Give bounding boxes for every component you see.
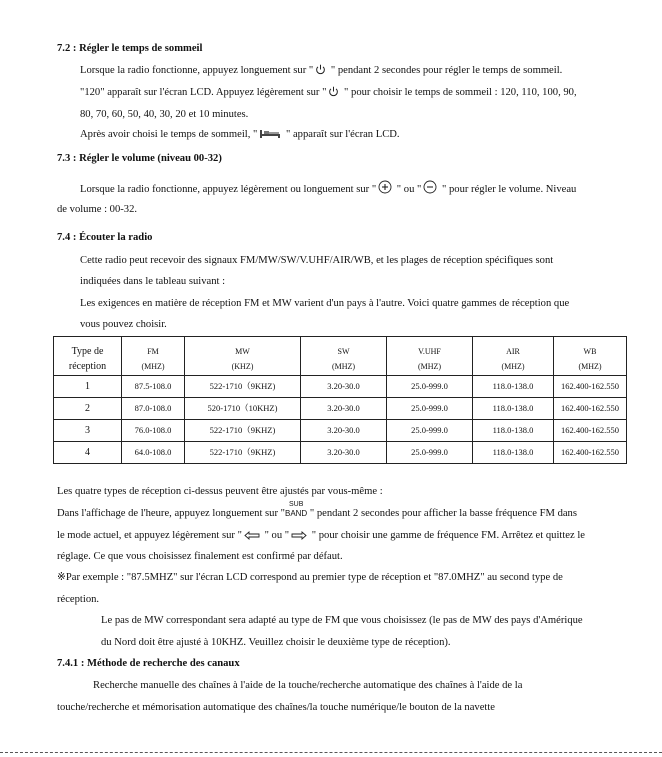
table-cell: 25.0-999.0 xyxy=(387,442,473,464)
header-vuhf: V.UHF xyxy=(387,337,473,358)
table-cell: 3.20-30.0 xyxy=(301,420,387,442)
table-cell: 2 xyxy=(54,398,122,420)
table-cell: 25.0-999.0 xyxy=(387,376,473,398)
paragraph-line: vous pouvez choisir. xyxy=(80,319,167,330)
paragraph-line: touche/recherche et mémorisation automatique des chaînes/la touche numérique/le bouton de la navette xyxy=(57,702,496,713)
paragraph-line: Le pas de MW correspondant sera adapté au type de FM que vous choisissez (le pas de MW des pays d'Amérique xyxy=(101,615,583,626)
header-wb: WB xyxy=(554,337,627,358)
arrow-right-icon xyxy=(291,531,307,544)
paragraph-line: réception. xyxy=(57,594,100,605)
table-cell: 1 xyxy=(54,376,122,398)
power-icon xyxy=(328,86,339,101)
table-cell: 520-1710（10KHZ) xyxy=(185,398,301,420)
table-cell: 3.20-30.0 xyxy=(301,376,387,398)
table-cell: 522-1710（9KHZ) xyxy=(185,376,301,398)
header-reception: réception xyxy=(54,357,122,376)
arrow-left-icon xyxy=(244,531,260,544)
paragraph-line: Recherche manuelle des chaînes à l'aide de la touche/recherche automatique des chaînes à l'aide de la xyxy=(93,680,523,691)
table-cell: 522-1710（9KHZ) xyxy=(185,442,301,464)
sub-band-key-label: SUB BAND xyxy=(284,501,308,518)
table-cell: 3.20-30.0 xyxy=(301,398,387,420)
paragraph-line: ※Par exemple : "87.5MHZ" sur l'écran LCD correspond au premier type de réception et "87.0MHZ" au second type de xyxy=(57,572,563,583)
minus-icon xyxy=(423,180,437,198)
table-cell: 4 xyxy=(54,442,122,464)
header-unit: (MHZ) xyxy=(554,357,627,376)
paragraph-line: Les exigences en matière de réception FM et MW varient d'un pays à l'autre. Voici quatre gammes de réception que xyxy=(80,298,570,309)
paragraph-line: "120" apparaît sur l'écran LCD. Appuyez légèrement sur " " pour choisir le temps de sommeil : 120, 110, 100, 90, xyxy=(80,86,577,101)
paragraph-line: du Nord doit être ajusté à 10KHZ. Veuillez choisir le deuxième type de réception). xyxy=(101,637,451,648)
header-unit: (MHZ) xyxy=(473,357,554,376)
table-row xyxy=(54,376,627,398)
table-cell: 162.400-162.550 xyxy=(554,376,627,398)
header-type: Type de xyxy=(54,337,122,358)
table-cell: 162.400-162.550 xyxy=(554,442,627,464)
power-icon xyxy=(315,64,326,79)
table-row xyxy=(54,398,627,420)
section-title-7-3: 7.3 : Régler le volume (niveau 00-32) xyxy=(57,153,222,164)
header-mw: MW xyxy=(185,337,301,358)
table-cell: 3 xyxy=(54,420,122,442)
table-cell: 118.0-138.0 xyxy=(473,442,554,464)
plus-icon xyxy=(378,180,392,198)
table-cell: 118.0-138.0 xyxy=(473,420,554,442)
paragraph-line: Après avoir choisi le temps de sommeil, " " apparaît sur l'écran LCD. xyxy=(80,128,400,143)
paragraph-line: indiquées dans le tableau suivant : xyxy=(80,276,226,287)
paragraph-line: réglage. Ce que vous choisissez finalement est confirmé par défaut. xyxy=(57,551,343,562)
header-fm: FM xyxy=(122,337,185,358)
header-sw: SW xyxy=(301,337,387,358)
table-cell: 64.0-108.0 xyxy=(122,442,185,464)
paragraph-line: 80, 70, 60, 50, 40, 30, 20 et 10 minutes. xyxy=(80,109,249,120)
page-bottom-divider xyxy=(0,752,662,753)
header-unit: (MHZ) xyxy=(122,357,185,376)
paragraph-line: Dans l'affichage de l'heure, appuyez longuement sur " SUB BAND " pendant 2 secondes pour afficher la basse fréquence FM dans xyxy=(57,501,577,519)
table-row xyxy=(54,442,627,464)
table-cell: 118.0-138.0 xyxy=(473,376,554,398)
paragraph-line: Cette radio peut recevoir des signaux FM/MW/SW/V.UHF/AIR/WB, et les plages de réception spécifiques sont xyxy=(80,255,554,266)
header-air: AIR xyxy=(473,337,554,358)
paragraph-line: Lorsque la radio fonctionne, appuyez légèrement ou longuement sur " " ou " " pour régler le volume. Niveau xyxy=(80,180,576,198)
section-title-7-2: 7.2 : Régler le temps de sommeil xyxy=(57,43,203,54)
table-cell: 25.0-999.0 xyxy=(387,398,473,420)
reception-table xyxy=(53,336,627,464)
paragraph-line: de volume : 00-32. xyxy=(57,204,138,215)
header-unit: (MHZ) xyxy=(387,357,473,376)
table-cell: 522-1710（9KHZ) xyxy=(185,420,301,442)
table-cell: 3.20-30.0 xyxy=(301,442,387,464)
paragraph-line: Les quatre types de réception ci-dessus peuvent être ajustés par vous-même : xyxy=(57,486,383,497)
header-unit: (KHZ) xyxy=(185,357,301,376)
header-unit: (MHZ) xyxy=(301,357,387,376)
table-cell: 25.0-999.0 xyxy=(387,420,473,442)
table-cell: 162.400-162.550 xyxy=(554,398,627,420)
table-cell: 87.5-108.0 xyxy=(122,376,185,398)
table-cell: 162.400-162.550 xyxy=(554,420,627,442)
paragraph-line: Lorsque la radio fonctionne, appuyez longuement sur " " pendant 2 secondes pour régler le temps de sommeil. xyxy=(80,64,562,79)
table-cell: 118.0-138.0 xyxy=(473,398,554,420)
section-title-7-4-1: 7.4.1 : Méthode de recherche des canaux xyxy=(57,658,240,669)
paragraph-line: le mode actuel, et appuyez légèrement sur " " ou " " pour choisir une gamme de fréquence FM. Arrêtez et quittez le xyxy=(57,529,585,544)
table-cell: 87.0-108.0 xyxy=(122,398,185,420)
table-cell: 76.0-108.0 xyxy=(122,420,185,442)
table-row xyxy=(54,420,627,442)
section-title-7-4: 7.4 : Écouter la radio xyxy=(57,232,153,243)
sleep-bed-icon xyxy=(259,129,281,143)
